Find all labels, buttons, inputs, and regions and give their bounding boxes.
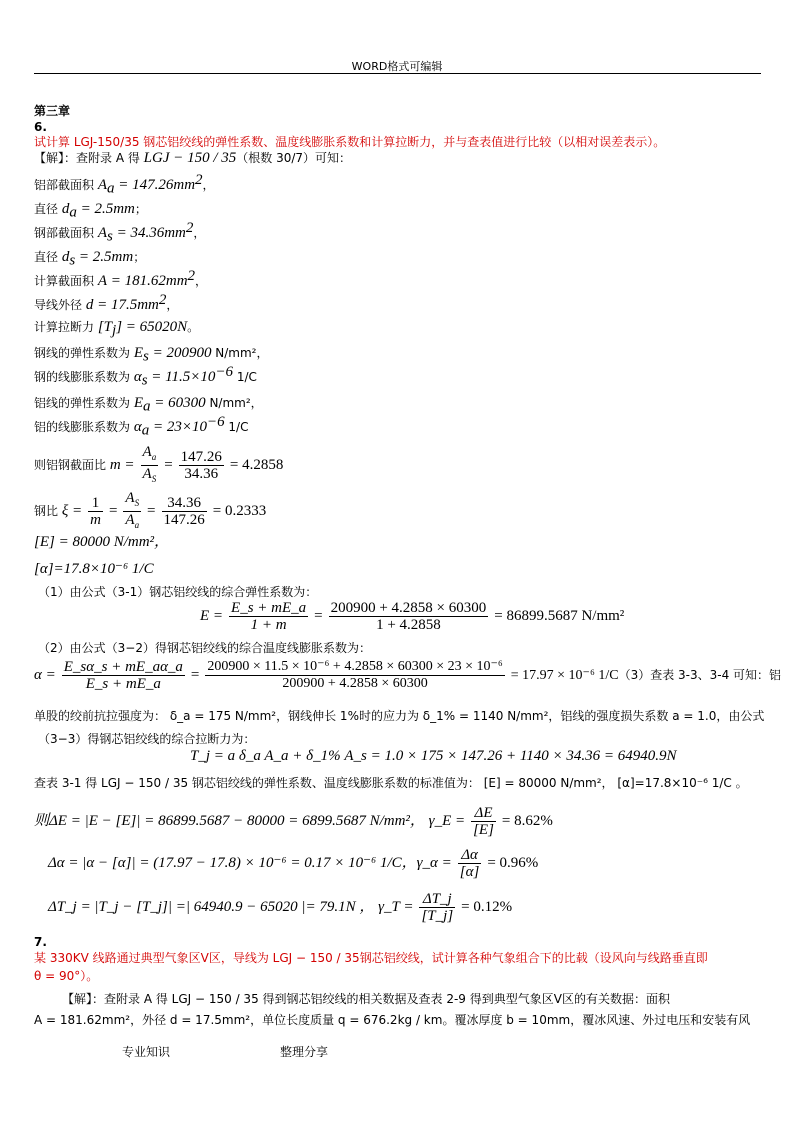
parameter-line [34,220,205,245]
question-number: 6. [34,120,47,134]
parameter-label: 计算拉断力 [34,320,98,335]
parameter-expr: E [133,395,143,412]
step2-equation: α = $\frac{E\_s\alpha\_s + mE\_a\alpha\_a}{E\_s + mE\_a}$ = $\frac{\text{200900 × 11.5 × 10⁻⁶ + 4.2858 × 60300 × 23 × 10⁻⁶}}{200900 + 4.2858 \times 60300}$ = 17.97 × 10⁻⁶ 1/C（3）查表 3-3、3-4 可知：铝 [34,659,782,692]
parameter-label: 导线外径 [34,298,86,313]
parameter-rest: = 147.26mm [114,177,196,194]
parameter-label: 铝线的弹性系数为 [34,396,134,411]
parameter-label: 钢的线膨胀系数为 [34,370,134,385]
parameter-line [34,196,147,221]
parameter-sub: a [141,422,150,439]
ratio-m-equation: 则铝钢截面比 m = $\frac{A_a}{A_S}$ = $\frac{147.26}{34.36}$ = 4.2858 [34,444,284,484]
parameter-sub: s [141,372,148,389]
parameter-label: 直径 [34,202,62,217]
parameter-expr: A [97,177,107,194]
parameter-tail: ， [202,178,215,193]
parameter-label: 计算截面积 [34,274,98,289]
parameter-label: 铝的线膨胀系数为 [34,420,134,435]
parameter-line [34,292,178,317]
parameter-sup: 2 [185,220,194,236]
page-header: WORD格式可编辑 [351,60,443,73]
parameter-line [34,414,248,439]
parameter-rest: = 200900 [148,345,212,362]
parameter-expr: α [133,369,142,386]
parameter-label: 直径 [34,250,62,265]
ratio-xi-equation: 钢比 ξ = $\frac{1}{m}$ = $\frac{A_S}{A_a}$ = $\frac{34.36}{147.26}$ = 0.2333 [34,490,267,530]
error-T: ΔT_j = |T_j − [T_j]| =| 64940.9 − 65020 |= 79.1N ， γ_T = $\frac{\Delta T\_j}{[T\_j]}$ = 0.12% [48,891,513,924]
step3-equation: T_j = a δ_a A_a + δ_1% A_s = 1.0 × 175 × 147.26 + 1140 × 34.36 = 64940.9N [190,748,677,764]
parameter-sub: j [112,322,117,339]
parameter-sub: a [69,204,77,221]
footer-left: 专业知识 [122,1045,171,1059]
step2-text: （2）由公式（3−2）得钢芯铝绞线的综合温度线膨胀系数为： [38,641,371,655]
parameter-sub: s [143,348,149,365]
E-standard: [E] = 80000 N/mm²， [34,534,170,550]
parameter-tail: 。 [187,320,200,335]
error-E: 则ΔE = |E − [E]| = 86899.5687 − 80000 = 6899.5687 N/mm²， γ_E = $\frac{\Delta E}{[E]}$ = 8.62% [34,805,553,838]
parameter-expr: E [133,345,143,362]
parameter-sup: 2 [195,172,203,188]
parameter-tail: ； [133,250,146,265]
step1-text: （1）由公式（3-1）钢芯铝绞线的综合弹性系数为： [38,585,318,599]
parameter-tail: ； [134,202,147,217]
parameter-line [34,314,199,339]
parameter-tail: ， [166,298,179,313]
parameter-sup: 2 [187,268,196,284]
parameter-expr: α [133,419,142,436]
parameter-rest: = 23×10 [149,419,207,436]
chapter-title: 第三章 [34,104,71,118]
parameter-line [34,364,257,389]
question-text: 试计算 LGJ-150/35 钢芯铝绞线的弹性系数、温度线膨胀系数和计算拉断力，并与查表值进行比较（以相对误差表示）。 [34,135,666,149]
parameter-rest: = 17.5mm [93,297,159,314]
lookup-text: 查表 3-1 得 LGJ − 150 / 35 钢芯铝绞线的弹性系数、温度线膨胀系数的标准值为： [E] = 80000 N/mm²， [α]=17.8×10⁻⁶ 1/C 。 [34,776,748,790]
parameter-sub: a [107,180,115,197]
parameter-rest: = 11.5×10 [147,369,216,386]
header-divider [34,73,761,74]
error-alpha: Δα = |α − [α]| = (17.97 − 17.8) × 10⁻⁶ = 0.17 × 10⁻⁶ 1/C，γ_α = $\frac{\Delta\alpha}{[\alpha]}$ = 0.96% [48,847,539,880]
parameter-line [34,244,145,269]
parameter-label: 铝部截面积 [34,178,98,193]
parameter-expr: d [85,297,94,314]
parameter-tail: 1/C [233,370,257,385]
question-7-line1: 某 330KV 线路通过典型气象区Ⅴ区，导线为 LGJ − 150 / 35钢芯铝绞线，试计算各种气象组合下的比载（设风向与线路垂直即 [34,951,708,965]
parameter-line [34,390,263,415]
parameter-rest: = 34.36mm [112,225,186,242]
answer-7-line2: A = 181.62mm²，外径 d = 17.5mm²，单位长度质量 q = 676.2kg / km。覆冰厚度 b = 10mm，覆冰风速、外过电压和安装有风 [34,1013,751,1027]
parameter-sup: −6 [206,414,225,430]
parameter-rest: = 60300 [150,395,206,412]
parameter-expr: A [97,273,107,290]
parameter-sub: s [107,228,113,245]
parameter-expr: d [61,201,70,218]
parameter-tail: N/mm²， [211,346,269,361]
alpha-standard: [α]=17.8×10⁻⁶ 1/C [34,561,154,577]
parameter-tail: N/mm²， [205,396,263,411]
step3-line2: （3−3）得钢芯铝绞线的综合拉断力为： [38,732,256,746]
footer-right: 整理分享 [280,1045,329,1059]
parameter-label: 钢部截面积 [34,226,98,241]
parameter-line [34,172,215,197]
parameter-tail: ， [195,274,208,289]
parameter-rest: = 181.62mm [107,273,188,290]
parameter-sup: −6 [215,364,234,380]
parameter-expr: d [61,249,70,266]
step3-line1: 单股的绞前抗拉强度为： δ_a = 175 N/mm²，钢线伸长 1%时的应力为 δ_1% = 1140 N/mm²，铝线的强度损失系数 a = 1.0，由公式 [34,709,765,723]
parameter-label: 钢线的弹性系数为 [34,346,134,361]
parameter-sub: s [69,252,76,269]
solution-intro: 【解】：查附录 A 得 LGJ − 150 / 35（根数 30/7）可知： [34,150,352,166]
parameter-rest: = 2.5mm [75,249,134,266]
parameter-rest: = 2.5mm [76,201,135,218]
question-7-number: 7. [34,935,47,949]
parameter-line [34,268,207,293]
question-7-line2: θ = 90°）。 [34,969,99,983]
parameter-expr: A [97,225,107,242]
parameter-tail: ， [193,226,206,241]
parameter-line [34,340,269,365]
parameter-expr: [T [97,319,113,336]
answer-7-line1: 【解】：查附录 A 得 LGJ − 150 / 35 得到钢芯铝绞线的相关数据及查表 2-9 得到典型气象区Ⅴ区的有关数据：面积 [62,992,670,1006]
parameter-rest: ] = 65020N [116,319,188,336]
step1-equation: E = $\frac{E\_s + mE\_a}{1 + m}$ = $\frac{200900 + 4.2858 \times 60300}{1 + 4.2858}$ = 86899.5687 N/mm² [200,600,625,633]
parameter-sup: 2 [158,292,167,308]
parameter-tail: 1/C [224,420,249,435]
parameter-sub: a [143,398,151,415]
